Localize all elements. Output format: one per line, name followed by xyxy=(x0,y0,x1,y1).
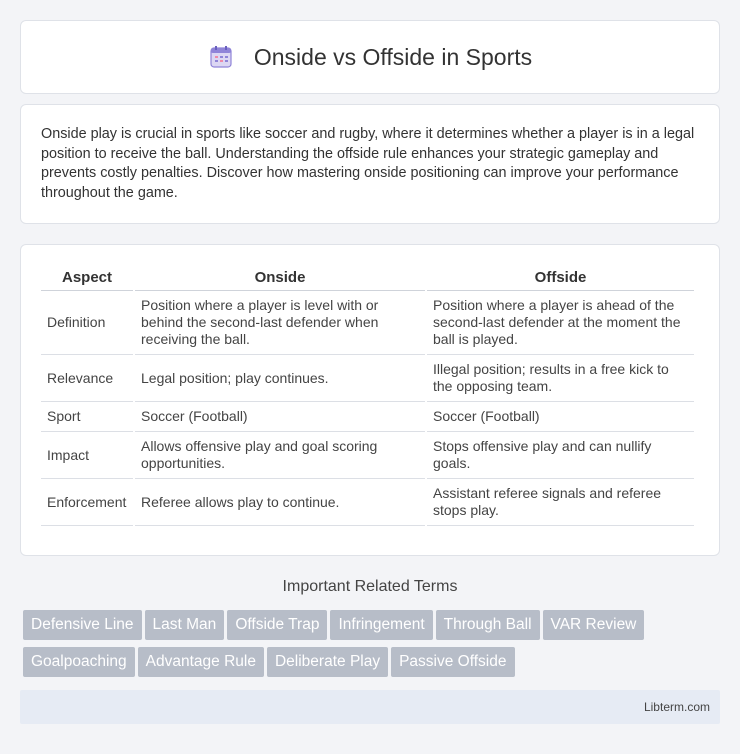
related-term-tag[interactable]: Advantage Rule xyxy=(138,647,264,677)
related-term-tag[interactable]: Offside Trap xyxy=(227,610,327,640)
table-cell: Sport xyxy=(41,402,133,432)
table-row xyxy=(41,355,694,402)
table-cell: Soccer (Football) xyxy=(427,402,694,432)
page-title: Onside vs Offside in Sports xyxy=(253,43,533,70)
related-term-tag[interactable]: Passive Offside xyxy=(391,647,514,677)
related-term-tag[interactable]: VAR Review xyxy=(543,610,645,640)
table-row xyxy=(41,291,694,355)
related-term-tag[interactable]: Deliberate Play xyxy=(267,647,388,677)
table-row xyxy=(41,479,694,526)
table-cell: Relevance xyxy=(41,355,133,402)
comparison-table-card xyxy=(20,244,720,556)
intro-text: Onside play is crucial in sports like soccer and rugby, where it determines whether a player is in a legal position to receive the ball. Understanding the offside rule enhances your strategic gameplay and prevents costly penalties. Discover how mastering onside positioning can improve your performance throughout the game. xyxy=(41,126,695,201)
related-term-tag[interactable]: Infringement xyxy=(330,610,432,640)
table-cell: Definition xyxy=(41,291,133,355)
table-cell: Illegal position; results in a free kick to the opposing team. xyxy=(427,355,694,402)
table-cell: Enforcement xyxy=(41,479,133,526)
table-cell: Allows offensive play and goal scoring opportunities. xyxy=(135,432,425,479)
related-terms-list xyxy=(23,610,723,684)
related-term-tag[interactable]: Defensive Line xyxy=(23,610,142,640)
related-term-tag[interactable]: Last Man xyxy=(145,610,225,640)
table-cell: Stops offensive play and can nullify goals. xyxy=(427,432,694,479)
table-row xyxy=(41,402,694,432)
comparison-table xyxy=(39,263,696,526)
related-term-tag[interactable]: Goalpoaching xyxy=(23,647,135,677)
related-term-tag[interactable]: Through Ball xyxy=(436,610,540,640)
related-terms-title: Important Related Terms xyxy=(282,578,458,595)
column-header-aspect: Aspect xyxy=(41,263,133,291)
table-cell: Assistant referee signals and referee stops play. xyxy=(427,479,694,526)
footer xyxy=(20,690,720,724)
column-header-offside: Offside xyxy=(427,263,694,291)
table-cell: Referee allows play to continue. xyxy=(135,479,425,526)
table-cell: Legal position; play continues. xyxy=(135,355,425,402)
table-header-row xyxy=(41,263,694,291)
footer-link[interactable]: Libterm.com xyxy=(643,700,710,714)
header-card xyxy=(20,20,720,94)
table-cell: Position where a player is ahead of the second-last defender at the moment the ball is played. xyxy=(427,291,694,355)
table-cell: Position where a player is level with or behind the second-last defender when receiving the ball. xyxy=(135,291,425,355)
column-header-onside: Onside xyxy=(135,263,425,291)
table-row xyxy=(41,432,694,479)
calendar-icon xyxy=(208,44,234,70)
intro-card xyxy=(20,104,720,224)
table-cell: Soccer (Football) xyxy=(135,402,425,432)
table-cell: Impact xyxy=(41,432,133,479)
